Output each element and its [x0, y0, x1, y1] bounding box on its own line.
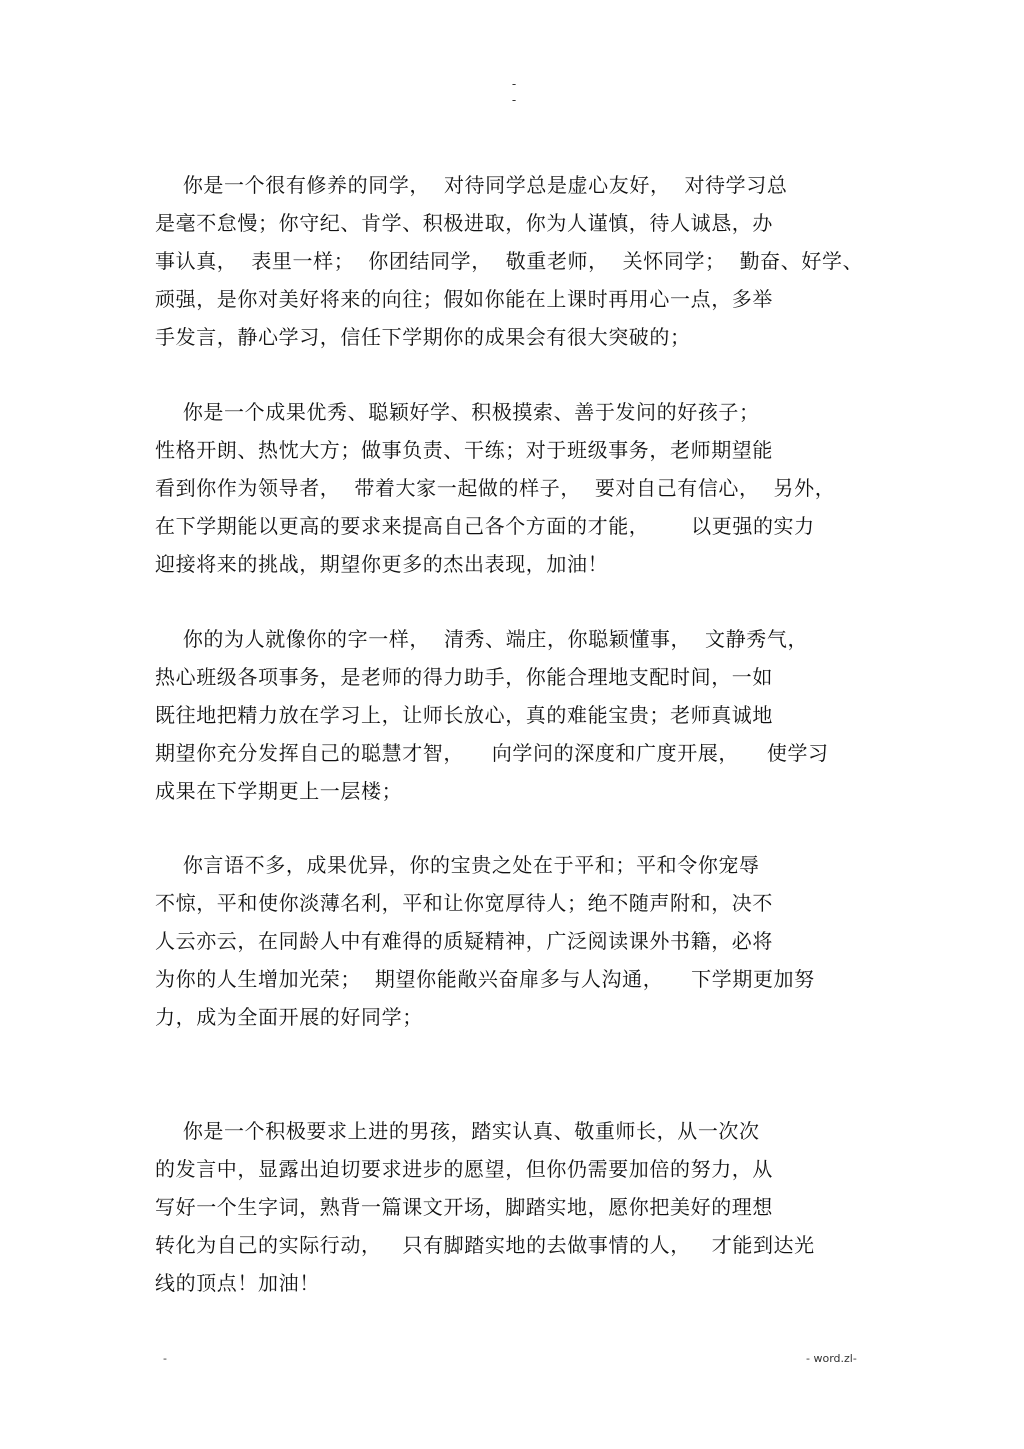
text-line: 线的顶点！加油！ — [155, 1271, 320, 1295]
text-line: 热心班级各项事务，是老师的得力助手，你能合理地支配时间，一如 — [155, 665, 773, 689]
text-line: 在下学期能以更高的要求来提高自己各个方面的才能， 以更强的实力 — [155, 514, 815, 538]
comment-paragraph-2 — [155, 393, 875, 583]
text-line: 你言语不多，成果优异，你的宝贵之处在于平和；平和令你宠辱 — [155, 853, 760, 877]
text-line: 是毫不怠慢；你守纪、肯学、积极进取，你为人谨慎，待人诚恳，办 — [155, 211, 773, 235]
footer-source-label: - word.zl- — [806, 1352, 857, 1365]
text-line: 写好一个生字词，熟背一篇课文开场，脚踏实地，愿你把美好的理想 — [155, 1195, 773, 1219]
header-dash-bottom: - — [511, 93, 517, 107]
text-line: 成果在下学期更上一层楼； — [155, 779, 403, 803]
comment-paragraph-3 — [155, 620, 875, 810]
footer-left-mark: - — [163, 1352, 167, 1365]
text-line: 迎接将来的挑战，期望你更多的杰出表现，加油！ — [155, 552, 609, 576]
text-line: 力，成为全面开展的好同学； — [155, 1005, 423, 1029]
text-line: 你是一个成果优秀、聪颖好学、积极摸索、善于发问的好孩子； — [155, 400, 760, 424]
text-line: 人云亦云，在同龄人中有难得的质疑精神，广泛阅读课外书籍，必将 — [155, 929, 773, 953]
text-line: 你是一个积极要求上进的男孩，踏实认真、敬重师长，从一次次 — [155, 1119, 760, 1143]
text-line: 既往地把精力放在学习上，让师长放心，真的难能宝贵；老师真诚地 — [155, 703, 773, 727]
text-line: 你的为人就像你的字一样， 清秀、端庄，你聪颖懂事， 文静秀气， — [155, 627, 809, 651]
text-line: 手发言，静心学习，信任下学期你的成果会有很大突破的； — [155, 325, 691, 349]
text-line: 看到你作为领导者， 带着大家一起做的样子， 要对自己有信心， 另外， — [155, 476, 836, 500]
comment-paragraph-5 — [155, 1112, 875, 1302]
text-line: 的发言中，显露出迫切要求进步的愿望，但你仍需要加倍的努力，从 — [155, 1157, 773, 1181]
text-line: 事认真， 表里一样； 你团结同学， 敬重老师， 关怀同学； 勤奋、好学、 — [155, 249, 864, 273]
text-line: 期望你充分发挥自己的聪慧才智， 向学问的深度和广度开展， 使学习 — [155, 741, 829, 765]
comment-paragraph-4 — [155, 846, 875, 1036]
text-line: 为你的人生增加光荣； 期望你能敞兴奋扉多与人沟通， 下学期更加努 — [155, 967, 815, 991]
text-line: 顽强，是你对美好将来的向往；假如你能在上课时再用心一点，多举 — [155, 287, 773, 311]
text-line: 转化为自己的实际行动， 只有脚踏实地的去做事情的人， 才能到达光 — [155, 1233, 815, 1257]
comment-paragraph-1 — [155, 166, 875, 356]
text-line: 性格开朗、热忱大方；做事负责、干练；对于班级事务，老师期望能 — [155, 438, 773, 462]
text-line: 不惊，平和使你淡薄名利，平和让你宽厚待人；绝不随声附和，决不 — [155, 891, 773, 915]
header-dash-top: - — [511, 77, 517, 91]
text-line: 你是一个很有修养的同学， 对待同学总是虚心友好， 对待学习总 — [155, 173, 788, 197]
